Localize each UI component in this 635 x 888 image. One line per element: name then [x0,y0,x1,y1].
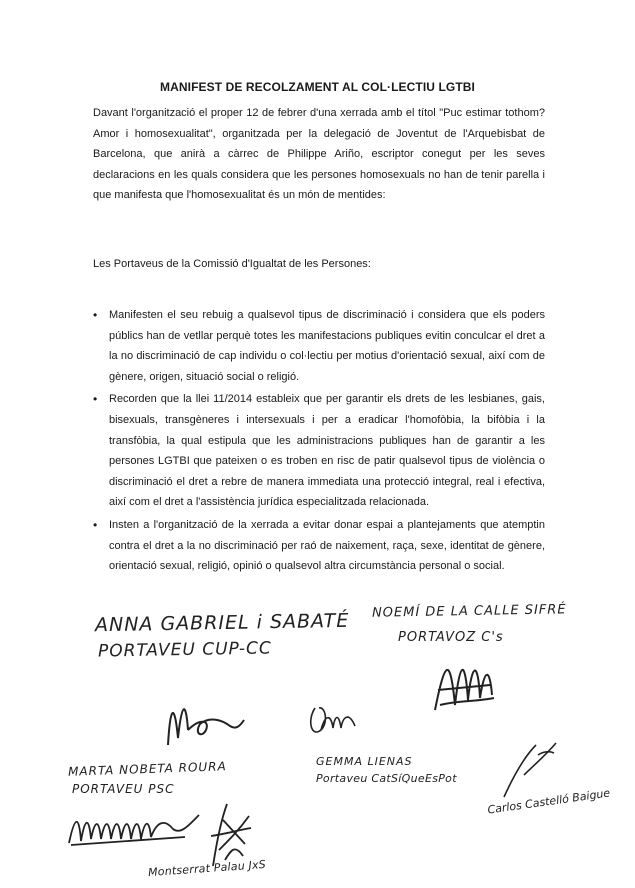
points-list [93,305,545,577]
handwritten-name-carlos: Carlos Castelló Baigue [486,786,611,817]
list-item: • Insten a l'organització de la xerrada a evitar donar espai a plantejaments que atemptin contra el dret a la no discriminació per raó de naixement, raça, sexe, identitat de gènere, orientació sexual, religió, opinió o qualsevol altra circumstància personal o social. [93,515,545,577]
list-item: • Recorden que la llei 11/2014 estableix que per garantir els drets de les lesbianes, gais, bisexuals, transgèneres i intersexuals i per a eradicar l'homofòbia, la bifòbia i la transfòbia, la qual estipula que les administracions publiques han de garantir a les persones LGTBI que pateixen o es troben en risc de patir qualsevol tipus de violència o discriminació el dret a rebre de manera immediata una protecció integral, real i efectiva, així com el dret a l'assistència jurídica especialitzada relacionada. [93,389,545,513]
signature-gemma [305,700,360,745]
handwritten-role-marta: PORTAVEU PSC [72,782,175,796]
handwritten-name-marta: MARTA NOBETA ROURA [67,759,227,779]
signature-noemi [430,650,500,720]
handwritten-name-anna: ANNA GABRIEL i SABATÉ [94,609,350,637]
handwritten-role-anna: PORTAVEU CUP-CC [97,638,272,662]
document-title: MANIFEST DE RECOLZAMENT AL COL·LECTIU LGTBI [160,80,475,94]
signature-marta [65,805,205,850]
list-item: • Manifesten el seu rebuig a qualsevol tipus de discriminació i considera que els poders públics han de vetllar perquè totes les manifestacions publiques evitin conculcar el dret a la no discriminació de cap individu o col·lectiu per motius d'orientació sexual, així com de gènere, origen, situació social o religió. [93,305,545,387]
intro-paragraph: Davant l'organització el proper 12 de febrer d'una xerrada amb el títol "Puc estimar tothom? Amor i homosexualitat", organitzada per la delegació de Joventut de l'Arquebisbat de Barcelona, que anirà a càrrec de Philippe Ariño, escriptor conegut per les seves declaracions en les quals considera que les persones homosexuals no han de tenir parella i que manifesta que l'homosexualitat és un món de mentides: [93,107,545,202]
signature-montserrat [205,800,255,870]
handwritten-name-gemma: GEMMA LIENAS [316,755,413,768]
handwritten-role-noemi: PORTAVOZ C's [398,630,504,645]
signature-anna [160,690,250,750]
handwritten-name-montserrat: Montserrat Palau JxS [147,857,267,880]
signature-carlos [500,735,560,800]
lead-paragraph: Les Portaveus de la Comissió d'Igualtat de les Persones: [93,258,371,270]
handwritten-name-noemi: NOEMÍ DE LA CALLE SIFRÉ [371,602,567,621]
handwritten-role-gemma: Portaveu CatSíQueEsPot [316,772,457,785]
